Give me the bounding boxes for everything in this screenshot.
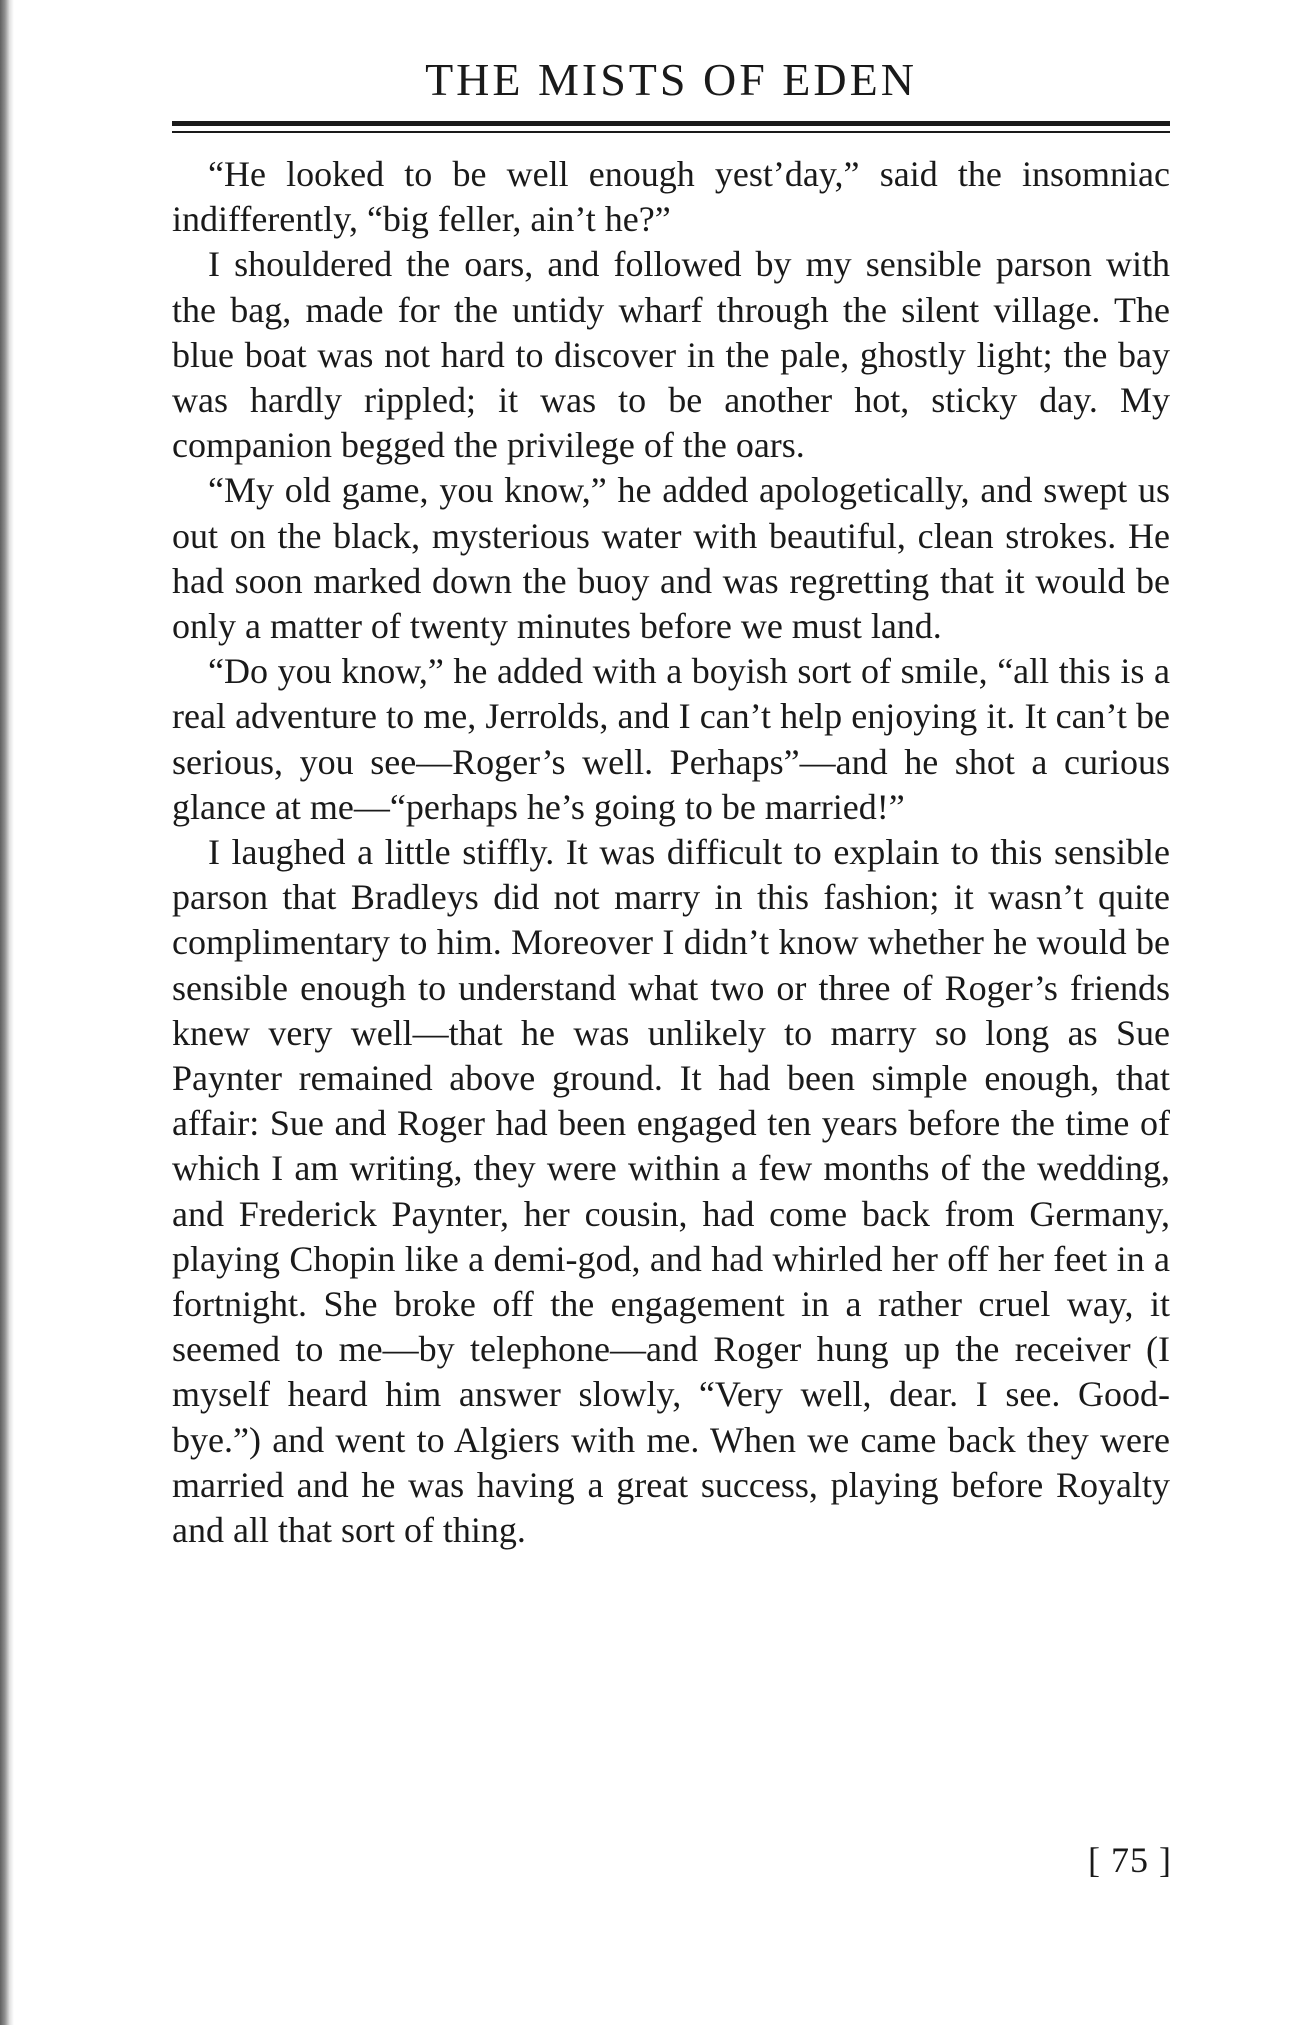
page-binding-edge: [0, 0, 14, 2025]
page-number: [ 75 ]: [1088, 1840, 1172, 1880]
paragraph: “Do you know,” he added with a boyish sort of smile, “all this is a real adventure to me, Jerrolds, and I can’t help enjoying it. It can’t be serious, you see—Roger’s well. Perhaps”—and he shot a curious glance at me—“perhaps he’s going to be married!”: [172, 651, 1170, 827]
header-rule-thick: [172, 121, 1170, 126]
body-text: [172, 152, 1170, 1553]
header-rule-thin: [172, 131, 1170, 133]
paragraph: “My old game, you know,” he added apologetically, and swept us out on the black, mysterious water with beautiful, clean strokes. He had soon marked down the buoy and was regretting that it would be only a matter of twenty minutes before we must land.: [172, 470, 1170, 647]
paragraph: I shouldered the oars, and followed by my sensible parson with the bag, made for the untidy wharf through the silent village. The blue boat was not hard to discover in the pale, ghostly light; the bay was hardly rippled; it was to be another hot, sticky day. My companion begged the privilege of the oars.: [172, 244, 1170, 466]
running-head: THE MISTS OF EDEN: [425, 54, 917, 105]
paragraph: “He looked to be well enough yest’day,” said the insomniac indifferently, “big feller, ain’t he?”: [172, 154, 1170, 240]
paragraph: I laughed a little stiffly. It was difficult to explain to this sensible parson that Bradleys did not marry in this fashion; it wasn’t quite complimentary to him. Moreover I didn’t know whether he would be sensible enough to understand what two or three of Roger’s friends knew very well—that he was unlikely to marry so long as Sue Paynter remained above ground. It had been simple enough, that affair: Sue and Roger had been engaged ten years before the time of which I am writing, they were within a few months of the wedding, and Frederick Paynter, her cousin, had come back from Germany, playing Chopin like a demi-god, and had whirled her off her feet in a fortnight. She broke off the engagement in a rather cruel way, it seemed to me—by telephone—and Roger hung up the receiver (I myself heard him answer slowly, “Very well, dear. I see. Good-bye.”) and went to Algiers with me. When we came back they were married and he was having a great success, playing before Royalty and all that sort of thing.: [172, 832, 1170, 1551]
